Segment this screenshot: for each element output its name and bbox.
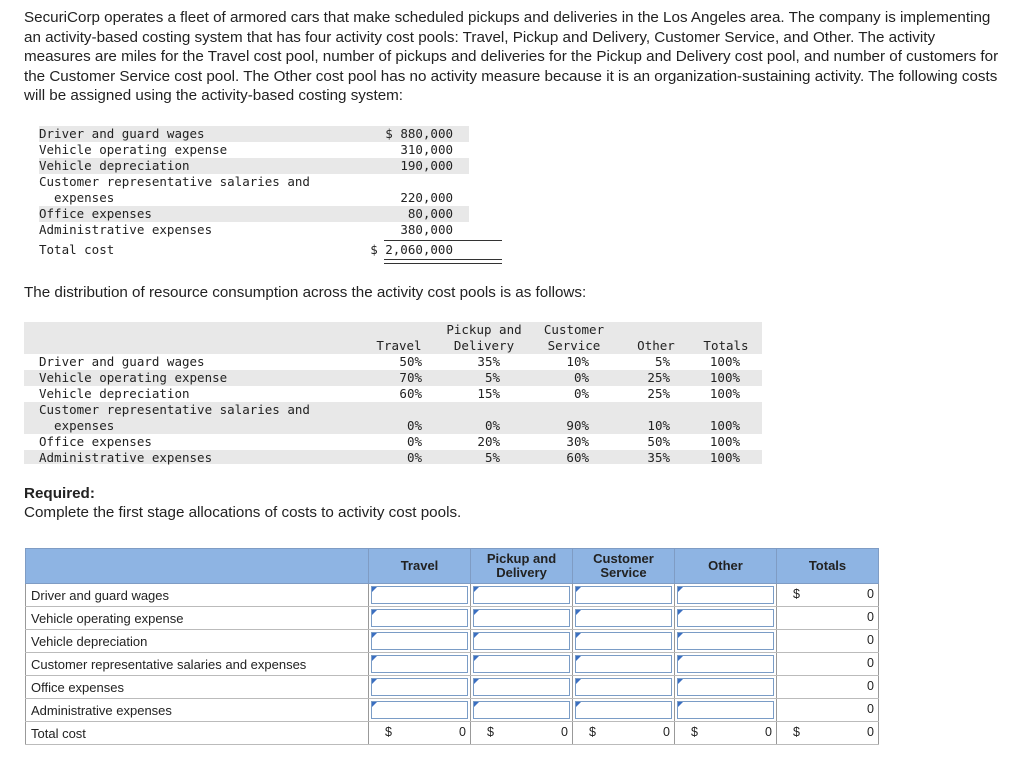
alloc-cell (573, 607, 675, 630)
header-other: Other (675, 549, 777, 584)
dist-cell: 30% (566, 434, 589, 449)
amount-input[interactable] (677, 632, 774, 650)
alloc-row-label: Vehicle operating expense (26, 607, 369, 630)
amount-input[interactable] (473, 655, 570, 673)
dist-cell: 100% (709, 386, 740, 401)
row-total-cell (777, 676, 879, 699)
alloc-cell (369, 584, 471, 607)
dist-row-label: Vehicle operating expense (39, 370, 228, 385)
dist-cell: 5% (484, 450, 500, 465)
dropdown-marker-icon (576, 633, 581, 638)
required-heading: Required: (24, 485, 95, 502)
amount-input[interactable] (575, 655, 672, 673)
subtotal-rule (384, 240, 502, 241)
amount-input[interactable] (473, 632, 570, 650)
alloc-row-label: Vehicle depreciation (26, 630, 369, 653)
alloc-cell (675, 653, 777, 676)
total-cost-label: Total cost (26, 722, 369, 745)
dist-cell: 70% (399, 370, 422, 385)
header-customer-service: Customer Service (573, 549, 675, 584)
dist-row-label: Customer representative salaries and (39, 402, 310, 417)
dropdown-marker-icon (372, 633, 377, 638)
cost-label: expenses (39, 190, 115, 205)
dist-header-customer: Customer Service (543, 322, 605, 353)
allocation-table (25, 548, 879, 745)
alloc-cell (471, 630, 573, 653)
dist-cell: 100% (709, 450, 740, 465)
amount-input[interactable] (677, 609, 774, 627)
cost-row (39, 158, 469, 174)
row-total-value: 0 (867, 679, 874, 693)
dist-cell: 0% (406, 418, 422, 433)
dist-header-travel: Travel (376, 338, 422, 353)
alloc-row-label: Administrative expenses (26, 699, 369, 722)
distribution-intro: The distribution of resource consumption across the activity cost pools is as follows: (24, 284, 587, 301)
cost-label: Driver and guard wages (39, 126, 205, 141)
dist-cell: 10% (566, 354, 589, 369)
cost-value: 220,000 (400, 190, 453, 205)
currency-sign: $ (793, 725, 800, 739)
row-total-value: 0 (867, 633, 874, 647)
cost-row (39, 206, 469, 222)
dist-cell: 15% (477, 386, 500, 401)
dist-cell: 60% (399, 386, 422, 401)
dist-cell: 100% (709, 370, 740, 385)
dist-row-label: Driver and guard wages (39, 354, 205, 369)
dist-cell: 50% (647, 434, 670, 449)
alloc-row-label: Office expenses (26, 676, 369, 699)
dropdown-marker-icon (474, 702, 479, 707)
dropdown-marker-icon (474, 633, 479, 638)
amount-input[interactable] (575, 586, 672, 604)
currency-sign: $ (793, 587, 800, 601)
dropdown-marker-icon (678, 679, 683, 684)
total-cost-row (39, 242, 469, 258)
dist-header-pickup: Pickup and Delivery (446, 322, 522, 353)
alloc-row (26, 584, 879, 607)
amount-input[interactable] (473, 701, 570, 719)
dist-cell: 20% (477, 434, 500, 449)
dropdown-marker-icon (372, 679, 377, 684)
alloc-row (26, 676, 879, 699)
cost-value: 310,000 (400, 142, 453, 157)
dist-cell: 5% (654, 354, 670, 369)
amount-input[interactable] (677, 586, 774, 604)
total-cell (471, 722, 573, 745)
amount-input[interactable] (371, 678, 468, 696)
amount-input[interactable] (677, 701, 774, 719)
alloc-cell (471, 607, 573, 630)
total-cell (369, 722, 471, 745)
dist-row-label: Office expenses (39, 434, 152, 449)
currency-sign: $ (589, 725, 596, 739)
dist-cell: 25% (647, 370, 670, 385)
alloc-cell (369, 630, 471, 653)
cost-row (39, 142, 469, 158)
alloc-cell (471, 676, 573, 699)
alloc-cell (369, 653, 471, 676)
dropdown-marker-icon (474, 587, 479, 592)
dist-row-label: expenses (39, 418, 115, 433)
alloc-cell (369, 607, 471, 630)
row-total-value: 0 (867, 610, 874, 624)
dropdown-marker-icon (474, 610, 479, 615)
cost-value: $ 880,000 (385, 126, 453, 141)
alloc-cell (471, 584, 573, 607)
row-total-value: 0 (867, 656, 874, 670)
row-total-cell (777, 630, 879, 653)
row-total-value: 0 (867, 587, 874, 601)
cost-value: 380,000 (400, 222, 453, 237)
total-cell (573, 722, 675, 745)
dropdown-marker-icon (678, 702, 683, 707)
row-total-cell (777, 584, 879, 607)
cost-label: Customer representative salaries and (39, 174, 310, 189)
currency-sign: $ (487, 725, 494, 739)
cost-value: 80,000 (407, 206, 453, 221)
alloc-cell (573, 584, 675, 607)
dropdown-marker-icon (576, 702, 581, 707)
dropdown-marker-icon (372, 702, 377, 707)
cost-row (39, 126, 469, 142)
row-total-value: 0 (867, 702, 874, 716)
dropdown-marker-icon (576, 587, 581, 592)
amount-input[interactable] (575, 609, 672, 627)
amount-input[interactable] (677, 678, 774, 696)
dist-cell: 60% (566, 450, 589, 465)
dropdown-marker-icon (372, 610, 377, 615)
row-total-cell (777, 699, 879, 722)
alloc-cell (675, 584, 777, 607)
cost-row (39, 174, 469, 190)
double-underline (384, 259, 502, 264)
amount-input[interactable] (473, 609, 570, 627)
alloc-row-label: Customer representative salaries and expenses (26, 653, 369, 676)
dist-row-label: Vehicle depreciation (39, 386, 190, 401)
alloc-cell (573, 630, 675, 653)
dist-cell: 0% (573, 386, 589, 401)
dist-cell: 0% (406, 450, 422, 465)
cost-label: Office expenses (39, 206, 152, 221)
header-travel: Travel (369, 549, 471, 584)
amount-input[interactable] (473, 678, 570, 696)
amount-input[interactable] (575, 678, 672, 696)
label-header (26, 549, 369, 584)
total-cost-label: Total cost (39, 242, 115, 257)
dist-cell: 0% (484, 418, 500, 433)
dist-row-label: Administrative expenses (39, 450, 213, 465)
amount-input[interactable] (371, 701, 468, 719)
total-value: 0 (561, 725, 568, 739)
required-text: Complete the first stage allocations of costs to activity cost pools. (24, 504, 462, 521)
alloc-cell (675, 630, 777, 653)
total-cost-value: $ 2,060,000 (370, 242, 453, 257)
dist-cell: 100% (709, 354, 740, 369)
alloc-row (26, 653, 879, 676)
alloc-total-row (26, 722, 879, 745)
total-value: 0 (867, 725, 874, 739)
cost-row (39, 190, 469, 206)
amount-input[interactable] (575, 701, 672, 719)
dist-cell: 25% (647, 386, 670, 401)
cost-label: Vehicle depreciation (39, 158, 190, 173)
amount-input[interactable] (677, 655, 774, 673)
total-value: 0 (459, 725, 466, 739)
cost-row (39, 222, 469, 238)
dropdown-marker-icon (576, 656, 581, 661)
alloc-cell (573, 699, 675, 722)
alloc-cell (675, 676, 777, 699)
dropdown-marker-icon (576, 679, 581, 684)
alloc-cell (369, 676, 471, 699)
alloc-cell (471, 653, 573, 676)
dist-cell: 0% (573, 370, 589, 385)
alloc-cell (675, 699, 777, 722)
cost-label: Vehicle operating expense (39, 142, 228, 157)
amount-input[interactable] (371, 632, 468, 650)
row-total-cell (777, 607, 879, 630)
total-cell (675, 722, 777, 745)
distribution-table (24, 322, 764, 464)
header-pickup-delivery: Pickup and Delivery (471, 549, 573, 584)
dist-header-other: Other (637, 338, 675, 353)
amount-input[interactable] (371, 609, 468, 627)
alloc-cell (573, 653, 675, 676)
cost-value: 190,000 (400, 158, 453, 173)
dist-cell: 5% (484, 370, 500, 385)
dist-cell: 90% (566, 418, 589, 433)
dropdown-marker-icon (678, 587, 683, 592)
alloc-cell (369, 699, 471, 722)
alloc-row (26, 699, 879, 722)
currency-sign: $ (385, 725, 392, 739)
dropdown-marker-icon (474, 679, 479, 684)
dist-header-totals: Totals (703, 338, 749, 353)
alloc-row (26, 607, 879, 630)
dropdown-marker-icon (372, 587, 377, 592)
total-value: 0 (765, 725, 772, 739)
dist-cell: 100% (709, 418, 740, 433)
amount-input[interactable] (473, 586, 570, 604)
alloc-row-label: Driver and guard wages (26, 584, 369, 607)
dist-cell: 35% (477, 354, 500, 369)
header-totals: Totals (777, 549, 879, 584)
currency-sign: $ (691, 725, 698, 739)
problem-intro: SecuriCorp operates a fleet of armored cars that make scheduled pickups and deliveries in the Los Angeles area. The company is implementing an activity-based costing system that has four activity cost pools: Travel, Pickup and Delivery, Customer Service, and Other. The activity measures are miles for the Travel cost pool, number of pickups and deliveries for the Pickup and Delivery cost pool, and number of customers for the Customer Service cost pool. The Other cost pool has no activity measure because it is an organization-sustaining activity. The following costs will be assigned using the activity-based costing system: (24, 9, 999, 105)
dist-cell: 50% (399, 354, 422, 369)
total-value: 0 (663, 725, 670, 739)
dist-cell: 0% (406, 434, 422, 449)
alloc-cell (675, 607, 777, 630)
dropdown-marker-icon (678, 633, 683, 638)
amount-input[interactable] (575, 632, 672, 650)
dropdown-marker-icon (678, 656, 683, 661)
dist-cell: 35% (647, 450, 670, 465)
amount-input[interactable] (371, 586, 468, 604)
dropdown-marker-icon (372, 656, 377, 661)
cost-label: Administrative expenses (39, 222, 213, 237)
amount-input[interactable] (371, 655, 468, 673)
alloc-cell (471, 699, 573, 722)
dist-cell: 100% (709, 434, 740, 449)
alloc-cell (573, 676, 675, 699)
total-cell (777, 722, 879, 745)
dropdown-marker-icon (576, 610, 581, 615)
dist-cell: 10% (647, 418, 670, 433)
row-total-cell (777, 653, 879, 676)
dropdown-marker-icon (474, 656, 479, 661)
alloc-row (26, 630, 879, 653)
dropdown-marker-icon (678, 610, 683, 615)
